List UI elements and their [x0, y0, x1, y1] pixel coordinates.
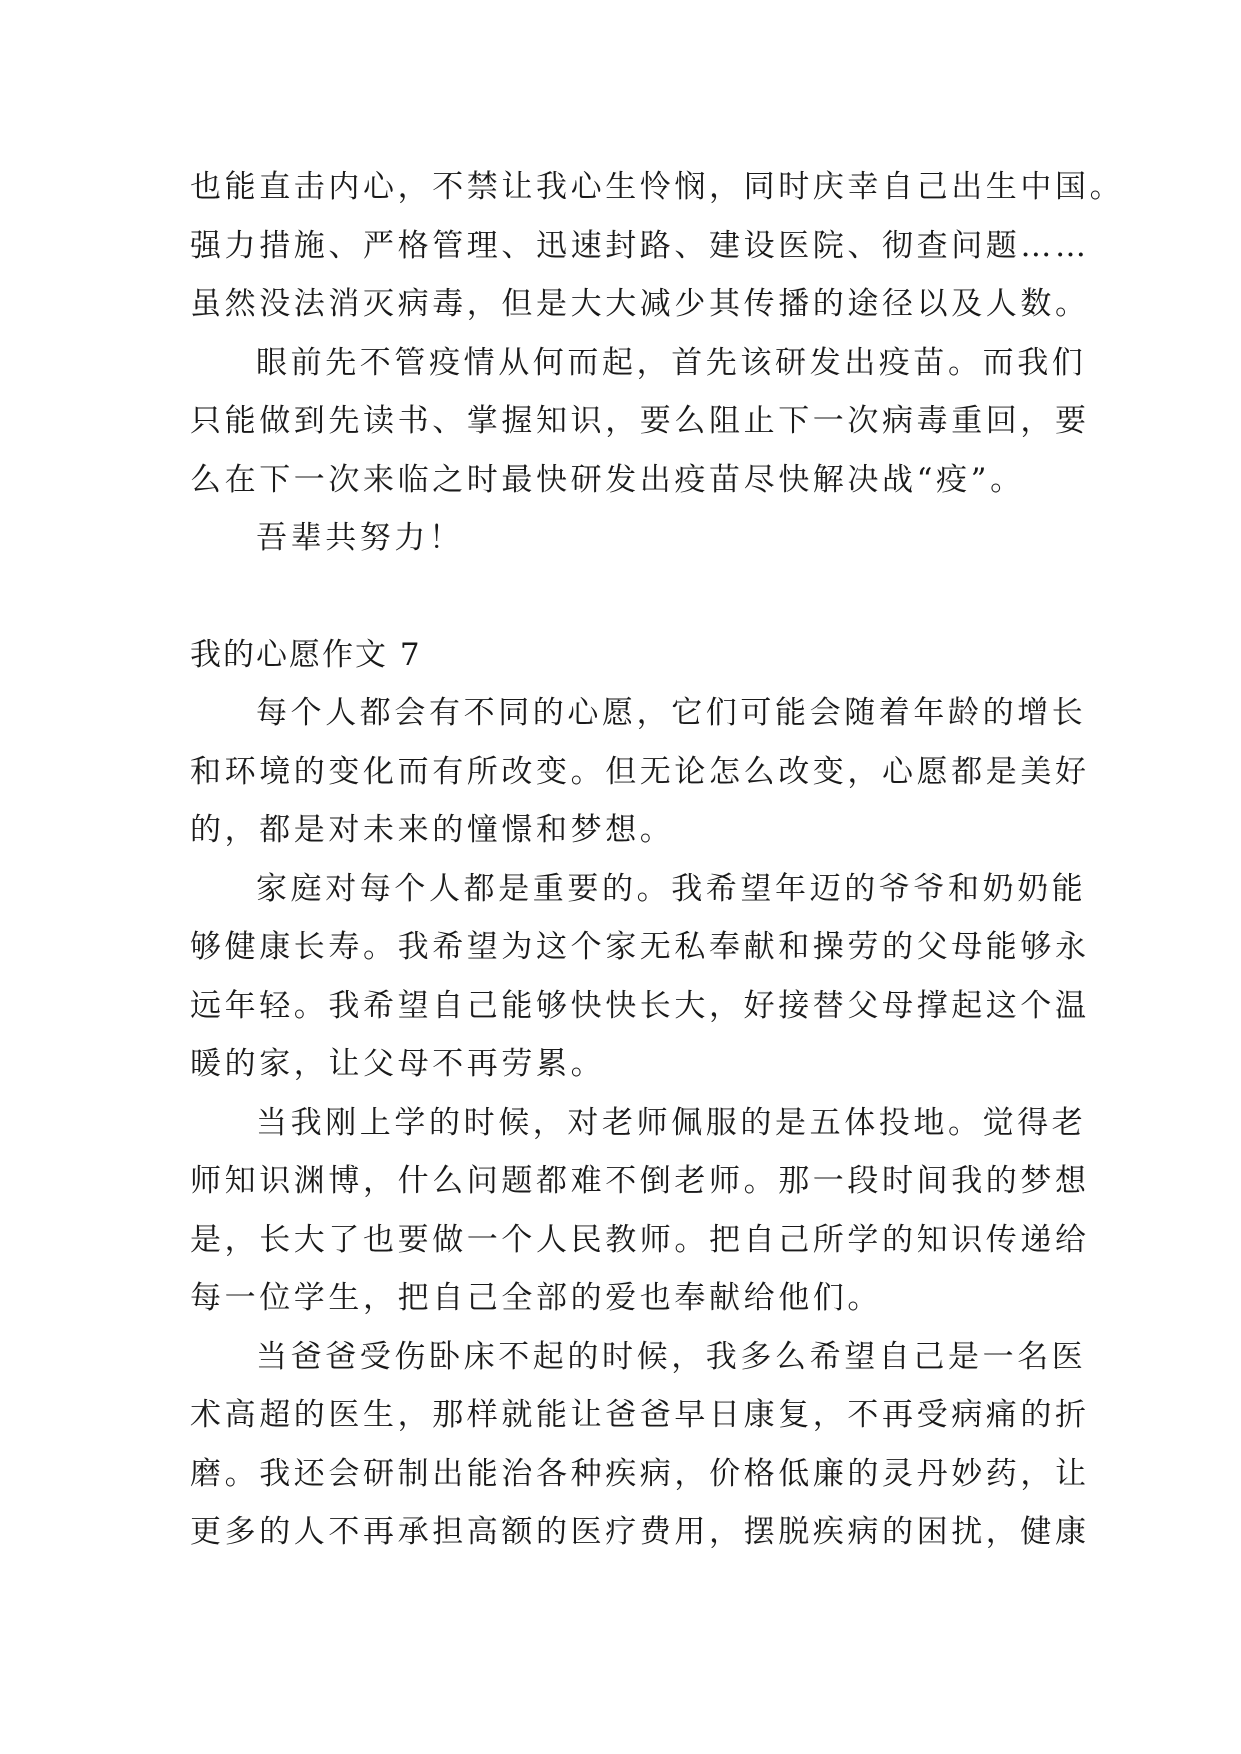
paragraph-line: 么在下一次来临之时最快研发出疫苗尽快解决战“疫”。: [190, 461, 1025, 498]
section-title: 我的心愿作文 7: [190, 636, 422, 673]
paragraph-line: 磨。我还会研制出能治各种疾病，价格低廉的灵丹妙药，让: [190, 1455, 1090, 1492]
section-spacer: [190, 568, 1070, 626]
paragraph-line: 当我刚上学的时候，对老师佩服的是五体投地。觉得老: [256, 1104, 1087, 1141]
paragraph-line: 只能做到先读书、掌握知识，要么阻止下一次病毒重回，要: [190, 403, 1090, 439]
paragraph-line: 远年轻。我希望自己能够快快长大，好接替父母撑起这个温: [190, 987, 1090, 1024]
paragraph-line: 师知识渊博，什么问题都难不倒老师。那一段时间我的梦想: [190, 1163, 1090, 1199]
paragraph-line: 家庭对每个人都是重要的。我希望年迈的爷爷和奶奶能: [256, 870, 1087, 907]
paragraph-line: 每个人都会有不同的心愿，它们可能会随着年龄的增长: [256, 695, 1087, 731]
paragraph-line: 的，都是对未来的憧憬和梦想。: [190, 812, 675, 848]
document-body: [190, 158, 1125, 1562]
paragraph-line: 眼前先不管疫情从何而起，首先该研发出疫苗。而我们: [256, 344, 1087, 381]
paragraph-line: 够健康长寿。我希望为这个家无私奉献和操劳的父母能够永: [190, 929, 1090, 965]
paragraph-line: 是，长大了也要做一个人民教师。把自己所学的知识传递给: [190, 1221, 1090, 1258]
paragraph-line: 暖的家，让父母不再劳累。: [190, 1046, 606, 1082]
paragraph-line: 也能直击内心，不禁让我心生怜悯，同时庆幸自己出生中国。: [190, 169, 1125, 205]
paragraph-line: 术高超的医生，那样就能让爸爸早日康复，不再受病痛的折: [190, 1397, 1090, 1433]
paragraph-line: 和环境的变化而有所改变。但无论怎么改变，心愿都是美好: [190, 753, 1090, 790]
paragraph-line: 更多的人不再承担高额的医疗费用，摆脱疾病的困扰，健康: [190, 1514, 1090, 1550]
paragraph-line: 吾辈共努力！: [256, 520, 464, 556]
paragraph-line: 每一位学生，把自己全部的爱也奉献给他们。: [190, 1280, 882, 1316]
paragraph-line: 强力措施、严格管理、迅速封路、建设医院、彻查问题……: [190, 227, 1090, 264]
paragraph-line: 当爸爸受伤卧床不起的时候，我多么希望自己是一名医: [256, 1338, 1087, 1375]
paragraph-line: 虽然没法消灭病毒，但是大大减少其传播的途径以及人数。: [190, 286, 1090, 322]
